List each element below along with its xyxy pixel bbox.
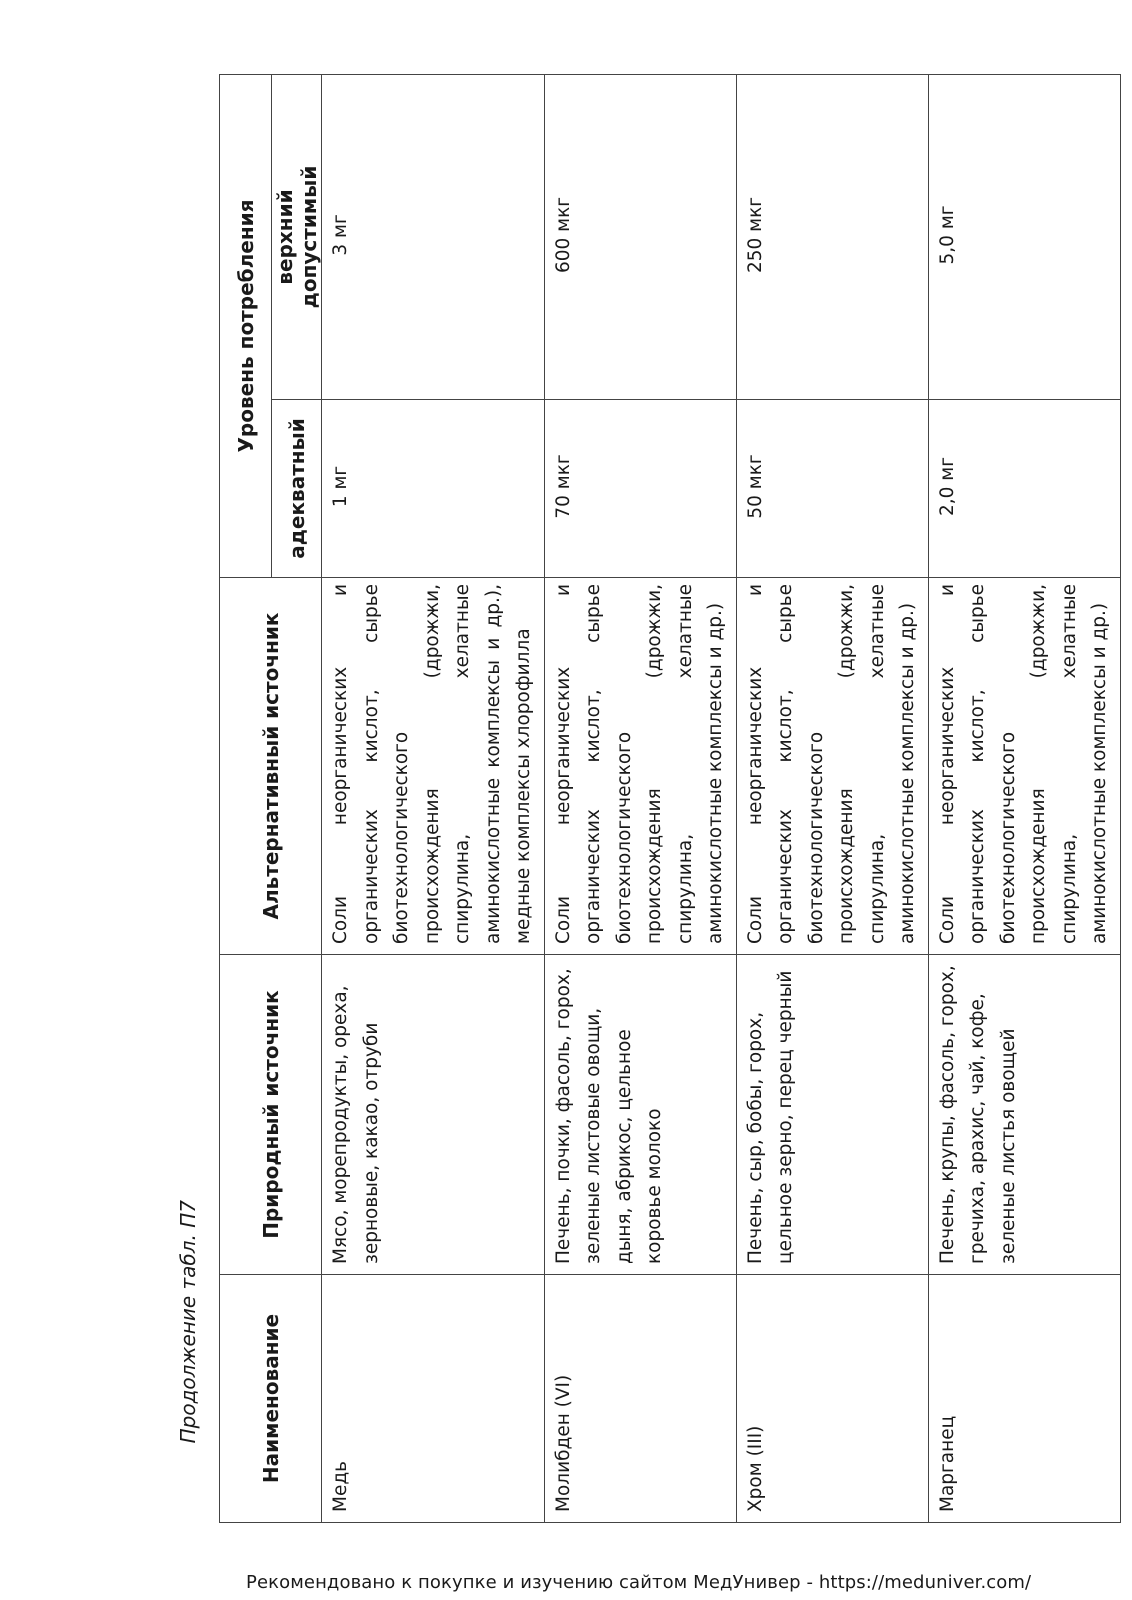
cell-name: Марганец: [928, 1275, 1120, 1523]
header-natural-source: Природный источник: [220, 955, 322, 1275]
cell-alternative: Соли неорганических и органических кислот, сырье биотехнологического происхождения (дрожжи, спирулина, хелатные аминокислотные комплексы и др.): [736, 578, 928, 955]
cell-natural: Мясо, морепродукты, ореха, зерновые, какао, отруби: [322, 955, 545, 1275]
cell-name: Медь: [322, 1275, 545, 1523]
cell-upper: 600 мкг: [544, 74, 736, 399]
trace-elements-table: [219, 74, 1121, 1523]
table-row: [322, 74, 545, 1522]
cell-adequate: 70 мкг: [544, 400, 736, 578]
table-caption: Продолжение табл. П7: [176, 1200, 200, 1444]
footer-recommendation: Рекомендовано к покупке и изучению сайтом МедУнивер - https://meduniver.com/: [246, 1572, 1032, 1593]
header-upper-limit: [272, 74, 322, 399]
header-upper-line1: верхний: [272, 189, 297, 285]
cell-natural: Печень, крупы, фасоль, горох, гречиха, арахис, чай, кофе, зеленые листья овощей: [928, 955, 1120, 1275]
header-alternative-source: Альтернативный источник: [220, 578, 322, 955]
cell-natural: Печень, почки, фасоль, горох, зеленые листовые овощи, дыня, абрикос, цельное коровье молоко: [544, 955, 736, 1275]
cell-alternative: Соли неорганических и органических кислот, сырье биотехнологического происхождения (дрожжи, спирулина, хелатные аминокислотные комплексы и др.): [544, 578, 736, 955]
header-name: Наименование: [220, 1275, 322, 1523]
table-row: [544, 74, 736, 1522]
cell-adequate: 1 мг: [322, 400, 545, 578]
cell-upper: 5,0 мг: [928, 74, 1120, 399]
cell-adequate: 2,0 мг: [928, 400, 1120, 578]
header-upper-line2: допустимый: [296, 165, 321, 309]
cell-upper: 250 мкг: [736, 74, 928, 399]
cell-alternative: Соли неорганических и органических кислот, сырье биотехнологического происхождения (дрожжи, спирулина, хелатные аминокислотные комплексы и др.), медные комплексы хлорофилла: [322, 578, 545, 955]
cell-natural: Печень, сыр, бобы, горох, цельное зерно, перец черный: [736, 955, 928, 1275]
header-row: [220, 74, 272, 1522]
header-consumption-level: Уровень потребления: [220, 74, 272, 577]
table-row: [928, 74, 1120, 1522]
cell-name: Молибден (VI): [544, 1275, 736, 1523]
header-adequate: адекватный: [272, 400, 322, 578]
cell-name: Хром (III): [736, 1275, 928, 1523]
table-row: [736, 74, 928, 1522]
cell-alternative: Соли неорганических и органических кислот, сырье биотехнологического происхождения (дрожжи, спирулина, хелатные аминокислотные комплексы и др.): [928, 578, 1120, 955]
cell-adequate: 50 мкг: [736, 400, 928, 578]
cell-upper: 3 мг: [322, 74, 545, 399]
